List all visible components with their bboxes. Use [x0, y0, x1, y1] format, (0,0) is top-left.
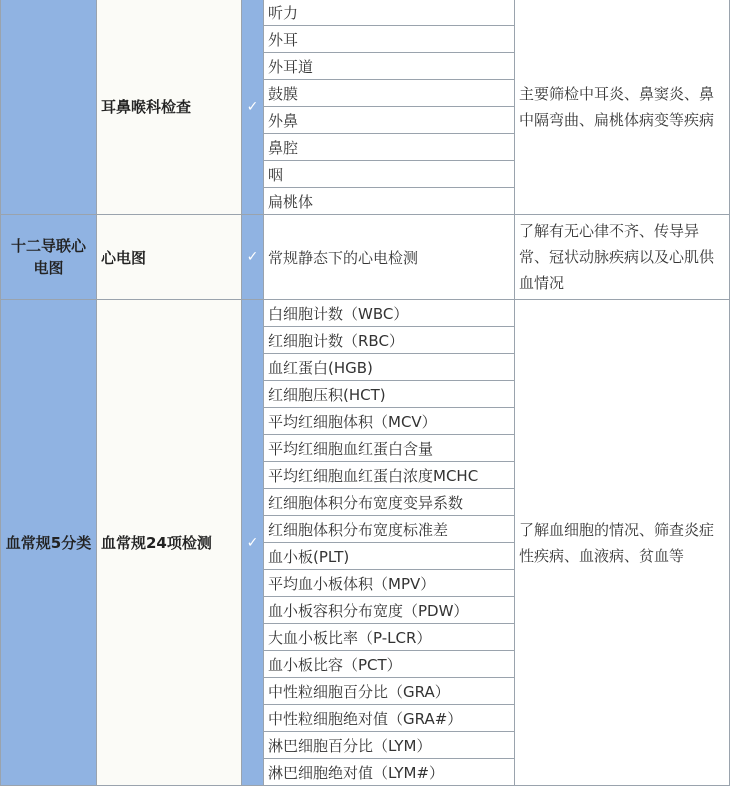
category-cell: 血常规5分类	[1, 300, 97, 786]
category-cell: 十二导联心电图	[1, 215, 97, 300]
exam-item: 中性粒细胞绝对值（GRA#）	[264, 705, 515, 732]
exam-item: 中性粒细胞百分比（GRA）	[264, 678, 515, 705]
category-cell	[1, 0, 97, 215]
exam-item: 平均红细胞体积（MCV）	[264, 408, 515, 435]
exam-item: 白细胞计数（WBC）	[264, 300, 515, 327]
table-row	[1, 0, 730, 26]
exam-item: 鼻腔	[264, 134, 515, 161]
exam-item: 红细胞体积分布宽度变异系数	[264, 489, 515, 516]
exam-item: 淋巴细胞百分比（LYM）	[264, 732, 515, 759]
check-icon: ✓	[242, 0, 264, 215]
table-row	[1, 300, 730, 327]
exam-description: 了解血细胞的情况、筛查炎症性疾病、血液病、贫血等	[515, 300, 730, 786]
exam-item: 大血小板比率（P-LCR）	[264, 624, 515, 651]
exam-name: 心电图	[97, 215, 242, 300]
table-row	[1, 215, 730, 300]
exam-description: 主要筛检中耳炎、鼻窦炎、鼻中隔弯曲、扁桃体病变等疾病	[515, 0, 730, 215]
exam-item: 扁桃体	[264, 188, 515, 215]
check-icon: ✓	[242, 215, 264, 300]
exam-item: 平均红细胞血红蛋白含量	[264, 435, 515, 462]
exam-item: 红细胞计数（RBC）	[264, 327, 515, 354]
exam-item: 听力	[264, 0, 515, 26]
exam-item: 咽	[264, 161, 515, 188]
check-icon: ✓	[242, 300, 264, 786]
exam-item: 鼓膜	[264, 80, 515, 107]
exam-item: 外耳道	[264, 53, 515, 80]
exam-item: 血红蛋白(HGB)	[264, 354, 515, 381]
exam-item: 红细胞压积(HCT)	[264, 381, 515, 408]
exam-item: 常规静态下的心电检测	[264, 215, 515, 300]
exam-item: 外耳	[264, 26, 515, 53]
exam-item: 平均红细胞血红蛋白浓度MCHC	[264, 462, 515, 489]
exam-item: 淋巴细胞绝对值（LYM#）	[264, 759, 515, 786]
exam-description: 了解有无心律不齐、传导异常、冠状动脉疾病以及心肌供血情况	[515, 215, 730, 300]
exam-item: 血小板比容（PCT）	[264, 651, 515, 678]
exam-item: 外鼻	[264, 107, 515, 134]
exam-item: 血小板(PLT)	[264, 543, 515, 570]
exam-name: 耳鼻喉科检查	[97, 0, 242, 215]
exam-item: 平均血小板体积（MPV）	[264, 570, 515, 597]
exam-item: 红细胞体积分布宽度标准差	[264, 516, 515, 543]
exam-name: 血常规24项检测	[97, 300, 242, 786]
exam-item: 血小板容积分布宽度（PDW）	[264, 597, 515, 624]
